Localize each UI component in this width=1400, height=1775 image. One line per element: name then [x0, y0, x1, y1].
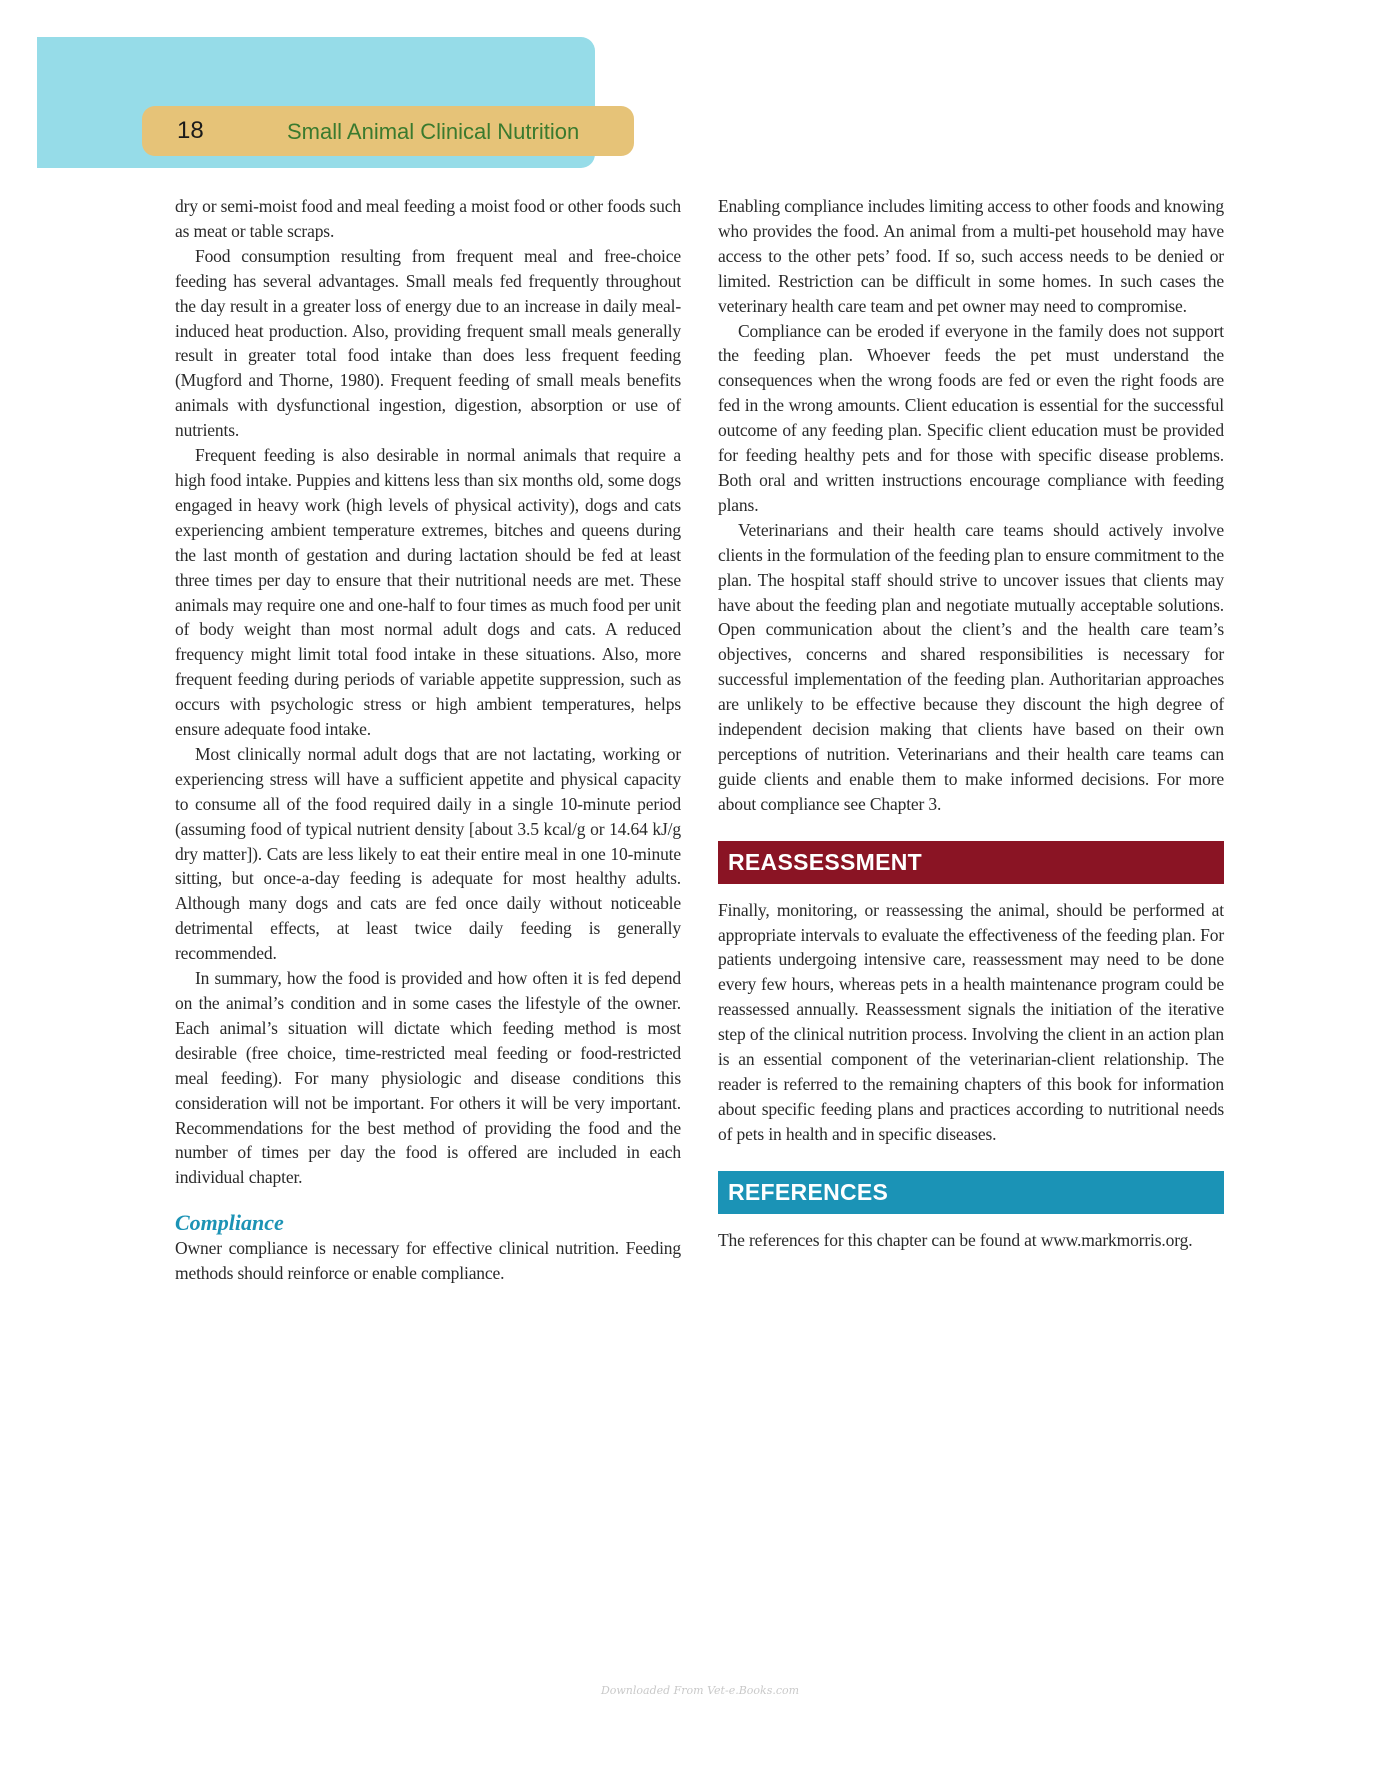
right-column: [718, 194, 1224, 1253]
paragraph: Food consumption resulting from frequent meal and free-choice feeding has several advantages. Small meals fed frequently throughout the day result in a greater loss of energy due to an increase in daily meal-induced heat production. Also, providing frequent small meals generally result in greater total food intake than does less frequent feeding (Mugford and Thorne, 1980). Frequent feeding of small meals benefits animals with dysfunctional ingestion, digestion, absorption or use of nutrients.: [175, 245, 681, 441]
paragraph: The references for this chapter can be found at www.markmorris.org.: [718, 1229, 1193, 1250]
paragraph: dry or semi-moist food and meal feeding a moist food or other foods such as meat or table scraps.: [175, 196, 681, 241]
paragraph: Frequent feeding is also desirable in normal animals that require a high food intake. Puppies and kittens less than six months old, some dogs engaged in heavy work (high levels of physical activity), dogs and cats experiencing ambient temperature extremes, bitches and queens during the last month of gestation and during lactation should be fed at least three times per day to ensure that their nutritional needs are met. These animals may require one and one-half to four times as much food per unit of body weight than most normal adult dogs and cats. A reduced frequency might limit total food intake in these situations. Also, more frequent feeding during periods of variable appetite suppression, such as occurs with psychologic stress or high ambient temperatures, helps ensure adequate food intake.: [175, 445, 681, 740]
paragraph: Finally, monitoring, or reassessing the animal, should be performed at appropriate intervals to evaluate the effectiveness of the feeding plan. For patients undergoing intensive care, reassessment may need to be done every few hours, whereas pets in a health maintenance program could be reassessed annually. Reassessment signals the initiation of the iterative step of the clinical nutrition process. Involving the client in an action plan is an essential component of the veterinarian-client relationship. The reader is referred to the remaining chapters of this book for information about specific feeding plans and practices according to nutritional needs of pets in health and in specific diseases.: [718, 899, 1224, 1144]
section-heading-reassessment: REASSESSMENT: [718, 841, 1224, 884]
subheading-compliance: Compliance: [175, 1210, 284, 1236]
paragraph: Owner compliance is necessary for effective clinical nutrition. Feeding methods should reinforce or enable compliance.: [175, 1238, 681, 1284]
paragraph: Compliance can be eroded if everyone in the family does not support the feeding plan. Whoever feeds the pet must understand the consequences when the wrong foods are fed or even the right foods are fed in the wrong amounts. Client education is essential for the successful outcome of any feeding plan. Specific client education must be provided for feeding healthy pets and for those with specific disease problems. Both oral and written instructions encourage compliance with feeding plans.: [718, 320, 1224, 515]
section-heading-references: REFERENCES: [718, 1171, 1224, 1214]
page-number: 18: [177, 117, 204, 144]
left-column: [175, 194, 681, 1286]
paragraph: Most clinically normal adult dogs that are not lactating, working or experiencing stress will have a sufficient appetite and physical capacity to consume all of the food required daily in a single 10-minute period (assuming food of typical nutrient density [about 3.5 kcal/g or 14.64 kJ/g dry matter]). Cats are less likely to eat their entire meal in one 10-minute sitting, but once-a-day feeding is adequate for most healthy adults. Although many dogs and cats are fed once daily without noticeable detrimental effects, at least twice daily feeding is generally recommended.: [175, 743, 681, 964]
paragraph: Enabling compliance includes limiting access to other foods and knowing who provides the food. An animal from a multi-pet household may have access to the other pets’ food. If so, such access needs to be denied or limited. Restriction can be difficult in some homes. In such cases the veterinary health care team and pet owner may need to compromise.: [718, 196, 1224, 316]
paragraph: Veterinarians and their health care teams should actively involve clients in the formulation of the feeding plan to ensure commitment to the plan. The hospital staff should strive to uncover issues that clients may have about the feeding plan and negotiate mutually acceptable solutions. Open communication about the client’s and the health care team’s objectives, concerns and shared responsibilities is necessary for successful implementation of the feeding plan. Authoritarian approaches are unlikely to be effective because they discount the high degree of independent decision making that clients have based on their own perceptions of nutrition. Veterinarians and their health care teams can guide clients and enable them to make informed decisions. For more about compliance see Chapter 3.: [718, 519, 1224, 814]
watermark: Downloaded From Vet-e.Books.com: [600, 1684, 800, 1697]
paragraph: In summary, how the food is provided and how often it is fed depend on the animal’s condition and in some cases the lifestyle of the owner. Each animal’s situation will dictate which feeding method is most desirable (free choice, time-restricted meal feeding or food-restricted meal feeding). For many physiologic and disease conditions this consideration will not be important. For others it will be very important. Recommendations for the best method of providing the food and the number of times per day the food is offered are included in each individual chapter.: [175, 968, 681, 1188]
running-title: Small Animal Clinical Nutrition: [287, 119, 580, 144]
